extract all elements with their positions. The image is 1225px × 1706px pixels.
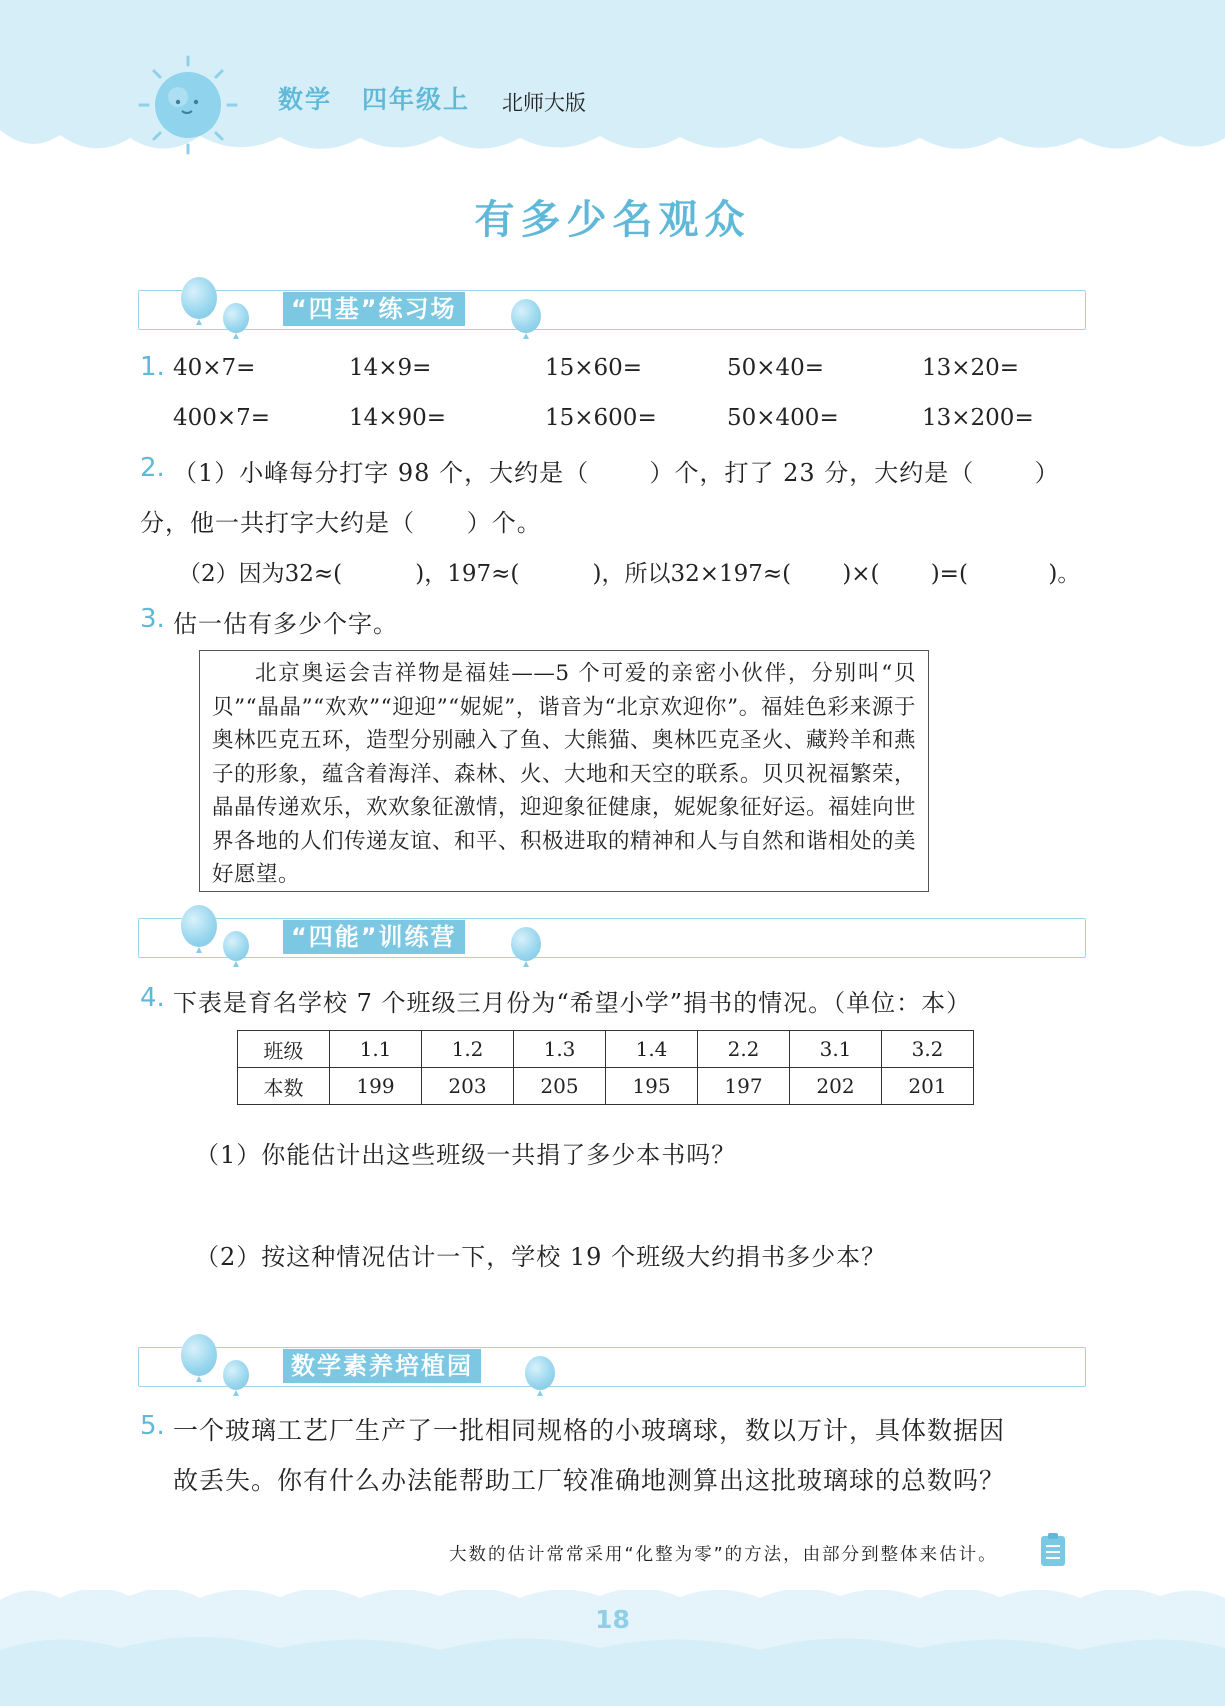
q1-expr: 400×7=: [173, 405, 271, 431]
q1-expr: 13×20=: [922, 355, 1020, 381]
question-number-3: 3.: [140, 604, 165, 634]
section-banner-skills: [138, 918, 1086, 958]
q4-sub2: （2）按这种情况估计一下，学校 19 个班级大约捐书多少本？: [195, 1243, 887, 1271]
table-cell: 201: [882, 1068, 974, 1105]
balloon-icon: [223, 1360, 249, 1390]
table-cell: 3.1: [790, 1031, 882, 1068]
header-grade: 四年级上: [362, 85, 471, 114]
question-number-5: 5.: [140, 1411, 165, 1441]
table-row: [238, 1068, 974, 1105]
q1-expr: 40×7=: [173, 355, 256, 381]
page-title: 有多少名观众: [474, 196, 751, 243]
table-cell: 197: [698, 1068, 790, 1105]
balloon-icon: [511, 927, 541, 961]
footer-tip: 大数的估计常常采用“化整为零”的方法，由部分到整体来估计。: [449, 1545, 998, 1565]
q1-expr: 14×9=: [349, 355, 432, 381]
q4-prompt: 下表是育名学校 7 个班级三月份为“希望小学”捐书的情况。（单位：本）: [173, 989, 972, 1017]
q1-expr: 50×40=: [727, 355, 825, 381]
page-number: 18: [595, 1605, 630, 1634]
question-number-2: 2.: [140, 453, 165, 483]
table-cell: 205: [514, 1068, 606, 1105]
table-row: [238, 1031, 974, 1068]
table-cell: 1.4: [606, 1031, 698, 1068]
q5-line1: 一个玻璃工艺厂生产了一批相同规格的小玻璃球，数以万计，具体数据因: [173, 1416, 1006, 1445]
header-edition: 北师大版: [502, 91, 586, 115]
section-title-skills: “四能”训练营: [283, 920, 465, 954]
balloon-icon: [223, 931, 249, 961]
table-cell: 203: [422, 1068, 514, 1105]
balloon-icon: [181, 1334, 217, 1376]
q1-expr: 13×200=: [922, 405, 1034, 431]
section-banner-basics: [138, 290, 1086, 330]
section-banner-literacy: [138, 1347, 1086, 1387]
header-subject: 数学: [278, 85, 333, 114]
question-number-4: 4.: [140, 983, 165, 1013]
table-cell: 199: [330, 1068, 422, 1105]
q3-passage: 北京奥运会吉祥物是福娃——5 个可爱的亲密小伙伴，分别叫“贝贝”“晶晶”“欢欢”“迎迎”“妮妮”，谐音为“北京欢迎你”。福娃色彩来源于奥林匹克五环，造型分别融入了鱼、大熊猫、奥林匹克圣火、藏羚羊和燕子的形象，蕴含着海洋、森林、火、大地和天空的联系。贝贝祝福繁荣，晶晶传递欢乐，欢欢象征激情，迎迎象征健康，妮妮象征好运。福娃向世界各地的人们传递友谊、和平、积极进取的精神和人与自然和谐相处的美好愿望。: [199, 650, 929, 892]
table-cell: 195: [606, 1068, 698, 1105]
balloon-icon: [181, 905, 217, 947]
table-cell: 1.2: [422, 1031, 514, 1068]
balloon-icon: [223, 303, 249, 333]
section-title-literacy: 数学素养培植园: [283, 1349, 481, 1383]
table-cell: 202: [790, 1068, 882, 1105]
q1-expr: 15×600=: [545, 405, 657, 431]
q5-line2: 故丢失。你有什么办法能帮助工厂较准确地测算出这批玻璃球的总数吗？: [173, 1466, 1006, 1495]
balloon-icon: [511, 299, 541, 333]
table-row-label: 本数: [238, 1068, 330, 1105]
table-row-label: 班级: [238, 1031, 330, 1068]
sun-mascot-icon: [138, 55, 238, 155]
q2-part1-line2: 分，他一共打字大约是（ ）个。: [140, 509, 542, 537]
section-title-basics: “四基”练习场: [283, 292, 465, 326]
q2-part1-line1: （1）小峰每分打字 98 个，大约是（ ）个，打了 23 分，大约是（ ）: [173, 459, 1060, 487]
q1-expr: 50×400=: [727, 405, 839, 431]
q1-expr: 14×90=: [349, 405, 447, 431]
notebook-icon: [1040, 1533, 1066, 1567]
donation-table: [237, 1030, 974, 1105]
table-cell: 3.2: [882, 1031, 974, 1068]
balloon-icon: [181, 277, 217, 319]
q3-prompt: 估一估有多少个字。: [173, 610, 398, 638]
q1-expr: 15×60=: [545, 355, 643, 381]
q2-part2: （2）因为32≈( )，197≈( )，所以32×197≈( )×( )=( )。: [178, 561, 1081, 587]
table-cell: 1.1: [330, 1031, 422, 1068]
q4-sub1: （1）你能估计出这些班级一共捐了多少本书吗？: [195, 1141, 737, 1169]
balloon-icon: [525, 1356, 555, 1390]
question-number-1: 1.: [140, 352, 165, 382]
table-cell: 1.3: [514, 1031, 606, 1068]
table-cell: 2.2: [698, 1031, 790, 1068]
